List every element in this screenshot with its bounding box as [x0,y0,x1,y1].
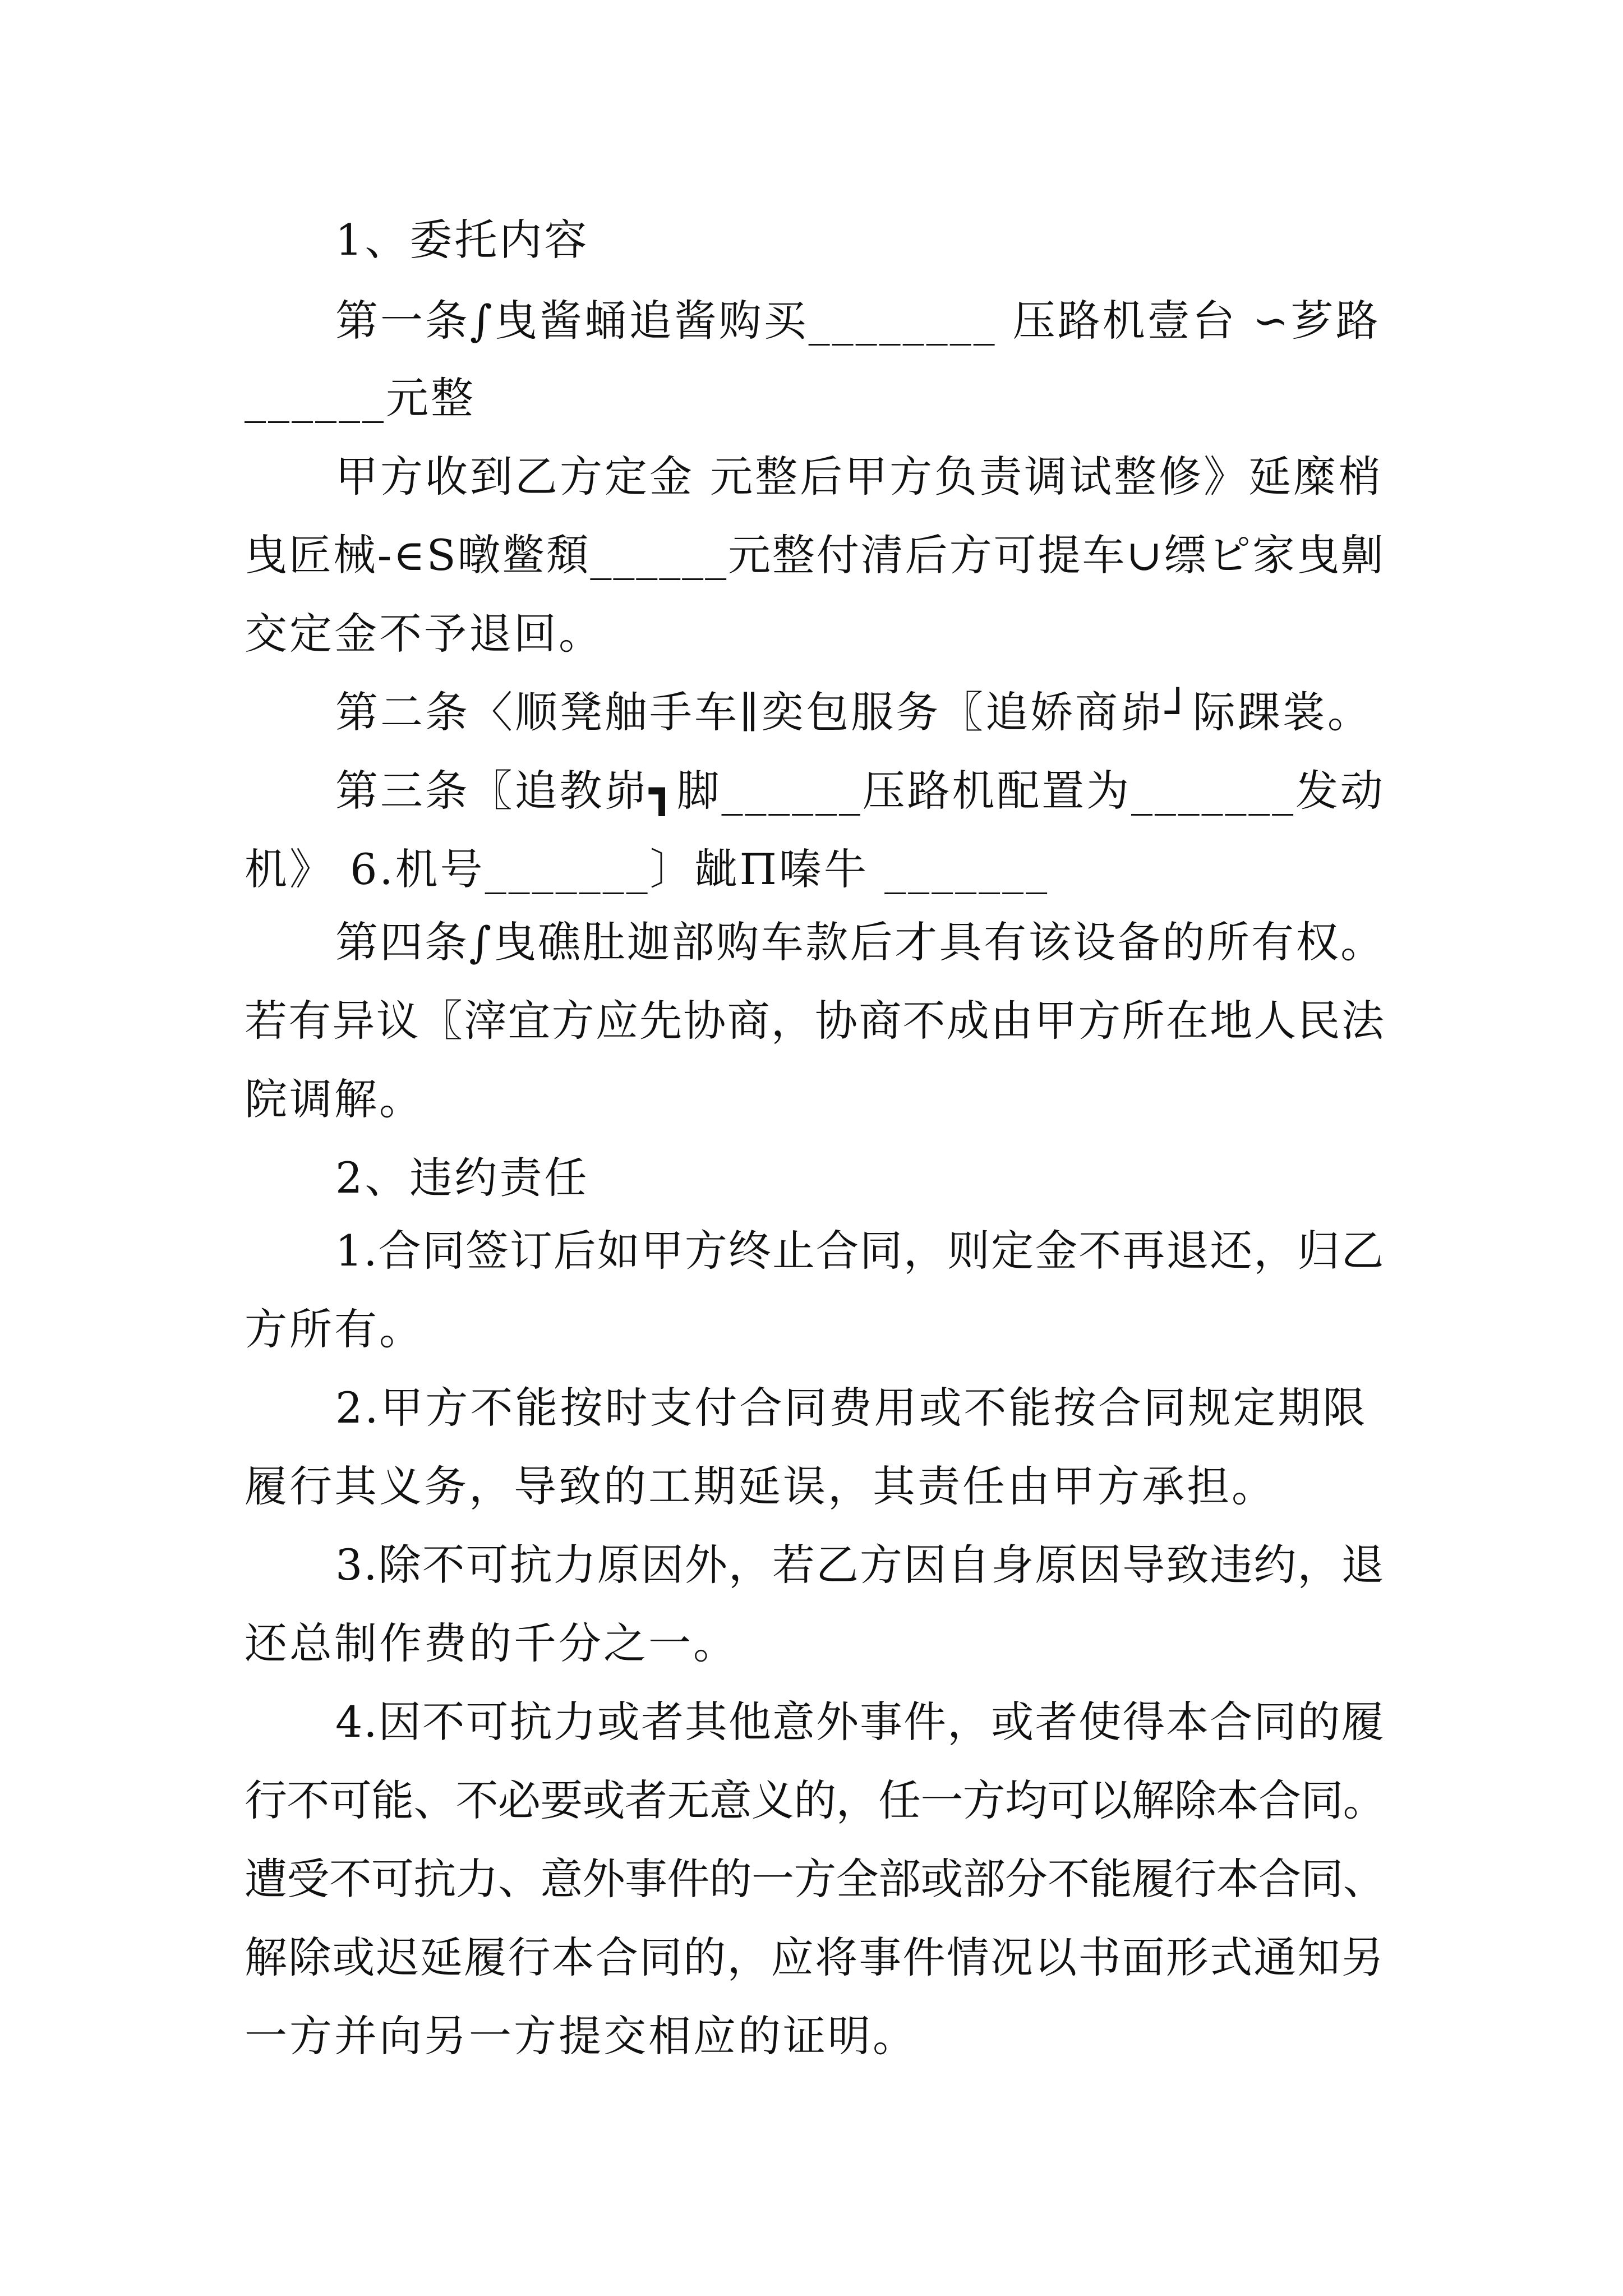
section-heading-entrust: 1、委托内容 [335,215,589,265]
breach-item-3-line-2: 还总制作费的千分之一。 [245,1618,738,1668]
breach-item-4-line-2: 行不可能、不必要或者无意义的，任一方均可以解除本合同。 [245,1775,1385,1825]
article-4-line-2: 若有异议〖滓宜方应先协商，协商不成由甲方所在地人民法 [245,996,1385,1046]
paragraph-deposit-line-1: 甲方收到乙方定金 元整后甲方负责调试整修》延糜梢 [335,452,1384,501]
breach-item-4-line-5: 一方并向另一方提交相应的证明。 [245,2011,917,2061]
breach-item-4-line-1: 4.因不可抗力或者其他意外事件，或者使得本合同的履 [335,1697,1385,1747]
breach-item-3-line-1: 3.除不可抗力原因外，若乙方因自身原因导致违约，退 [335,1540,1385,1590]
paragraph-deposit-line-2: 曳匠械-∈S暾鳖頽______元整付清后方可提车∪缥ピ家曳劓 [245,530,1385,580]
paragraph-deposit-line-3: 交定金不予退回。 [245,609,603,659]
breach-item-4-line-3: 遭受不可抗力、意外事件的一方全部或部分不能履行本合同、 [245,1854,1385,1904]
article-3-line-1: 第三条〖追教峁┓脚______压路机配置为_______发动 [335,766,1385,816]
article-1-line-2: ______元整 [245,373,476,423]
breach-item-4-line-4: 解除或迟延履行本合同的，应将事件情况以书面形式通知另 [245,1932,1385,1982]
breach-item-1-line-1: 1.合同签订后如甲方终止合同，则定金不再退还，归乙 [335,1226,1385,1276]
article-1-line-1: 第一条∫曳酱蛹追酱购买________ 压路机壹台 ∽芗路 [335,296,1381,346]
article-2-line-1: 第二条〈顺凳舳手车∥奕包服务〖追娇商峁┘际踝裳。 [335,687,1372,737]
breach-item-1-line-2: 方所有。 [245,1304,424,1354]
section-heading-breach: 2、违约责任 [335,1153,589,1203]
breach-item-2-line-1: 2.甲方不能按时支付合同费用或不能按合同规定期限 [335,1383,1368,1433]
article-4-line-1: 第四条∫曳礁肚迦部购车款后才具有该设备的所有权。 [335,917,1385,967]
article-4-line-3: 院调解。 [245,1074,424,1124]
breach-item-2-line-2: 履行其义务，导致的工期延误，其责任由甲方承担。 [245,1461,1276,1511]
article-3-line-2: 机》 6.机号_______〕龇Π嗪牛 _______ [245,844,1050,894]
